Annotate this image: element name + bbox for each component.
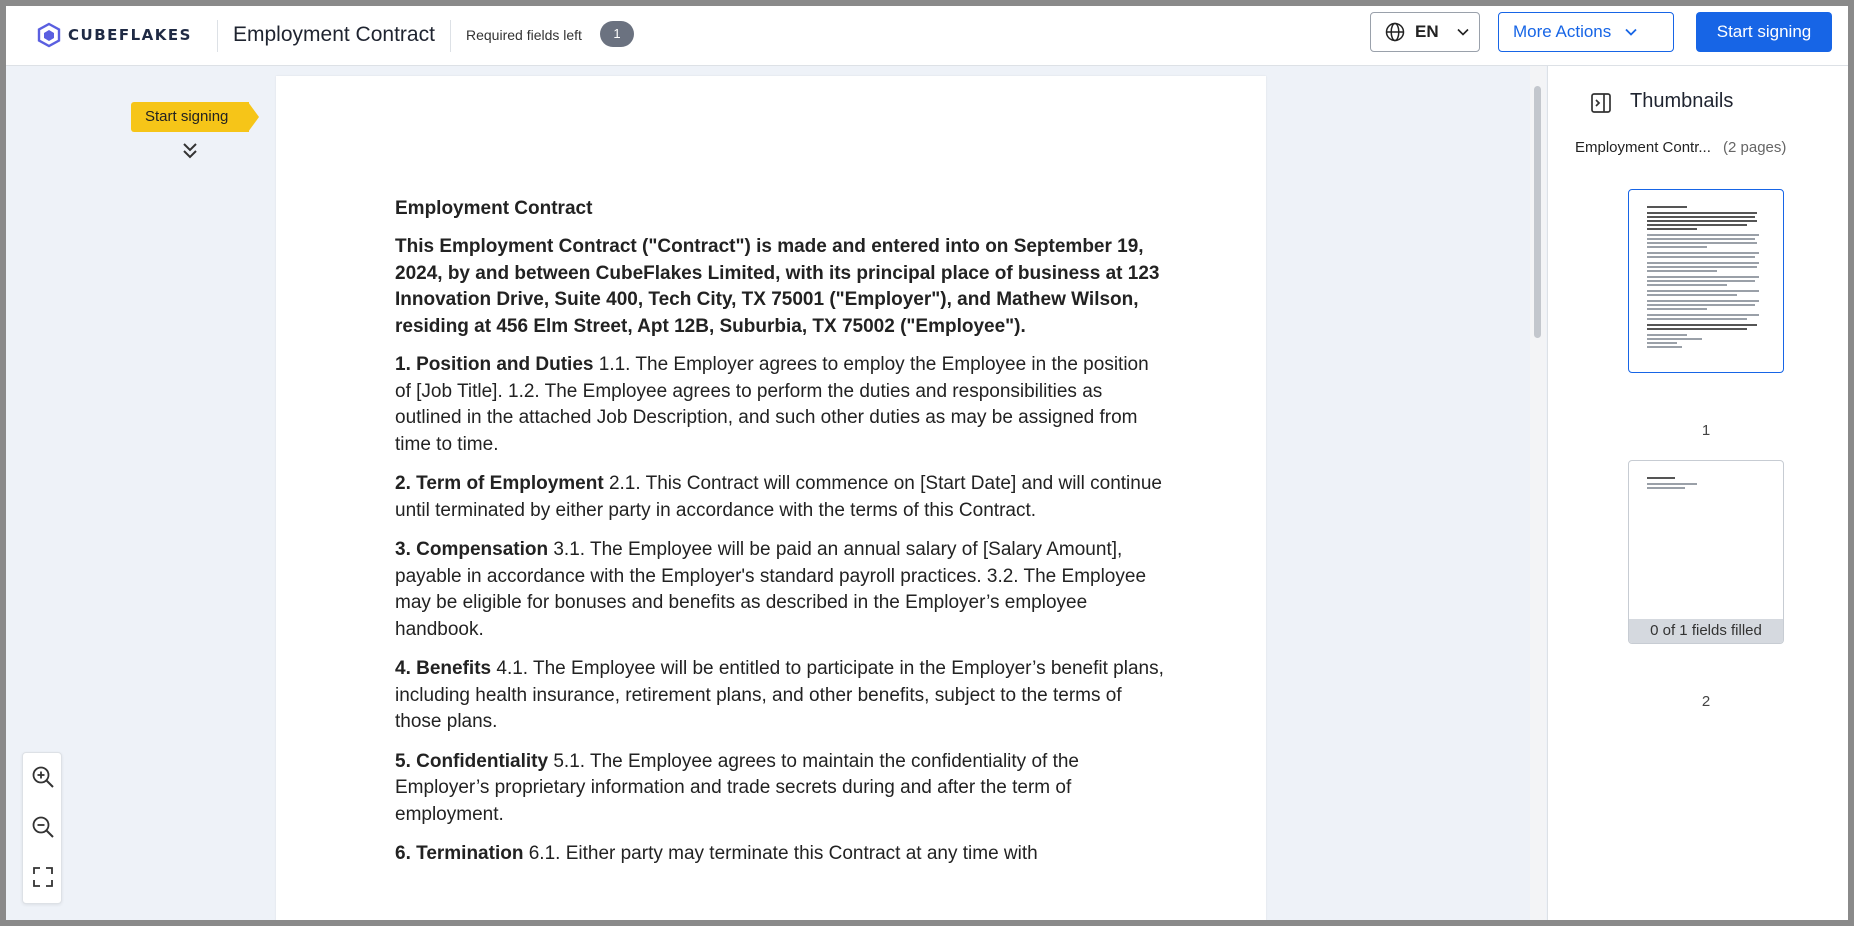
thumb-line <box>1647 266 1757 268</box>
thumb-line <box>1647 338 1702 340</box>
document-section <box>395 656 1165 736</box>
section-title: 4. Benefits <box>395 658 492 679</box>
thumbnail-document-name: Employment Contr... <box>1575 139 1711 156</box>
thumb-line <box>1647 212 1757 214</box>
more-actions-button[interactable] <box>1498 12 1674 52</box>
page-thumbnail-1[interactable] <box>1628 189 1784 373</box>
section-title: 3. Compensation <box>395 539 549 560</box>
thumb-line <box>1647 284 1727 286</box>
thumb-line <box>1647 483 1697 485</box>
thumb-line <box>1647 270 1717 272</box>
document-section <box>395 749 1165 829</box>
thumb-line <box>1647 220 1757 222</box>
section-title: 6. Termination <box>395 843 524 864</box>
thumb-line <box>1647 346 1682 348</box>
start-signing-tag[interactable] <box>131 102 259 132</box>
section-body: 4.1. The Employee will be entitled to participate in the Employer’s benefit plans, including health insurance, retirement plans, and other benefits, subject to the terms of those plans. <box>395 658 1164 732</box>
document-heading: Employment Contract <box>395 198 593 219</box>
zoom-in-icon[interactable] <box>31 765 55 789</box>
document-section <box>395 471 1165 524</box>
document-page <box>276 76 1266 920</box>
thumb-line <box>1647 318 1747 320</box>
thumb-line <box>1647 224 1747 226</box>
thumb-line <box>1647 234 1759 236</box>
document-title: Employment Contract <box>233 23 435 46</box>
zoom-controls <box>22 752 62 904</box>
divider <box>450 20 451 52</box>
language-selector[interactable] <box>1370 12 1480 52</box>
document-content <box>395 196 1165 881</box>
tag-pointer <box>248 102 259 132</box>
required-fields-label: Required fields left <box>466 27 582 43</box>
thumb-line <box>1647 314 1759 316</box>
document-section <box>395 537 1165 643</box>
app-window <box>6 6 1848 920</box>
section-body: 5.1. The Employee agrees to maintain the confidentiality of the Employer’s proprietary information and trade secrets during and after the term of employment. <box>395 750 1079 825</box>
sidebar-panel-icon[interactable] <box>1590 92 1612 114</box>
brand-logo[interactable] <box>36 22 192 48</box>
thumb-line <box>1647 246 1707 248</box>
cube-logo-icon <box>36 22 62 48</box>
thumb-line <box>1647 280 1755 282</box>
thumb-line <box>1647 242 1757 244</box>
thumbnail-page-number: 2 <box>1701 693 1711 710</box>
thumbnail-fields-status: 0 of 1 fields filled <box>1629 619 1783 643</box>
thumb-line <box>1647 256 1755 258</box>
thumbnails-title: Thumbnails <box>1630 90 1734 112</box>
start-signing-tag-label: Start signing <box>145 108 229 125</box>
thumb-line <box>1647 308 1707 310</box>
required-fields-count-badge: 1 <box>600 21 634 47</box>
section-body: 3.1. The Employee will be paid an annual salary of [Salary Amount], payable in accordance with the Employer's standard payroll practices. 3.2. The Employee may be eligible for bonuses and benefits as described in the Employer’s employee handbook. <box>395 539 1147 640</box>
section-title: 5. Confidentiality <box>395 750 549 772</box>
thumbnails-panel <box>1547 66 1848 920</box>
globe-icon <box>1385 22 1405 42</box>
thumb-line <box>1647 228 1697 230</box>
section-body: 6.1. Either party may terminate this Contract at any time with <box>523 843 1038 864</box>
divider <box>217 20 218 52</box>
document-section <box>395 841 1165 868</box>
thumb-line <box>1647 477 1675 479</box>
section-title: 2. Term of Employment <box>395 473 604 494</box>
document-section <box>395 352 1165 458</box>
language-code: EN <box>1415 22 1439 41</box>
thumb-line <box>1647 262 1759 264</box>
thumb-line <box>1647 300 1759 302</box>
document-intro: This Employment Contract ("Contract") is made and entered into on September 19, 2024, by and between CubeFlakes Limited, with its principal place of business at 123 Innovation Drive, Suite 400, Tech City, TX 75001 ("Employer"), and Mathew Wilson, residing at 456 Elm Street, Apt 12B, Suburbia, TX 75002 ("Employee"). <box>395 236 1160 337</box>
thumb-line <box>1647 294 1737 296</box>
chevron-down-icon <box>1625 28 1637 36</box>
scrollbar-thumb[interactable] <box>1534 86 1541 338</box>
thumb-line <box>1647 252 1759 254</box>
thumb-line <box>1647 342 1677 344</box>
start-signing-button[interactable]: Start signing <box>1696 12 1832 52</box>
thumbnail-page-count: (2 pages) <box>1723 139 1787 156</box>
zoom-out-icon[interactable] <box>31 815 55 839</box>
fit-screen-icon[interactable] <box>31 865 55 889</box>
top-bar <box>6 6 1848 66</box>
section-body: 2.1. This Contract will commence on [Start Date] and will continue until terminated by either party in accordance with the terms of this Contract. <box>395 473 1162 521</box>
page-thumbnail-2[interactable] <box>1628 460 1784 644</box>
thumb-line <box>1647 334 1687 336</box>
thumb-line <box>1647 324 1757 326</box>
section-body: 1.1. The Employer agrees to employ the Employee in the position of [Job Title]. 1.2. The Employee agrees to perform the duties and responsibilities as outlined in the attached Job Description, and such other duties as may be assigned from time to time. <box>395 354 1149 455</box>
more-actions-label: More Actions <box>1513 22 1612 41</box>
thumb-line <box>1647 216 1755 218</box>
thumb-line <box>1647 276 1759 278</box>
thumbnail-page-number: 1 <box>1701 422 1711 439</box>
chevron-down-icon <box>1457 28 1469 36</box>
double-chevron-down-icon[interactable] <box>182 142 198 160</box>
thumb-line <box>1647 487 1685 489</box>
thumb-line <box>1647 290 1759 292</box>
thumb-line <box>1647 304 1755 306</box>
thumb-line <box>1647 238 1755 240</box>
section-title: 1. Position and Duties <box>395 354 594 375</box>
brand-name: CUBEFLAKES <box>68 26 192 44</box>
thumb-line <box>1647 328 1747 330</box>
thumb-line <box>1647 206 1687 208</box>
